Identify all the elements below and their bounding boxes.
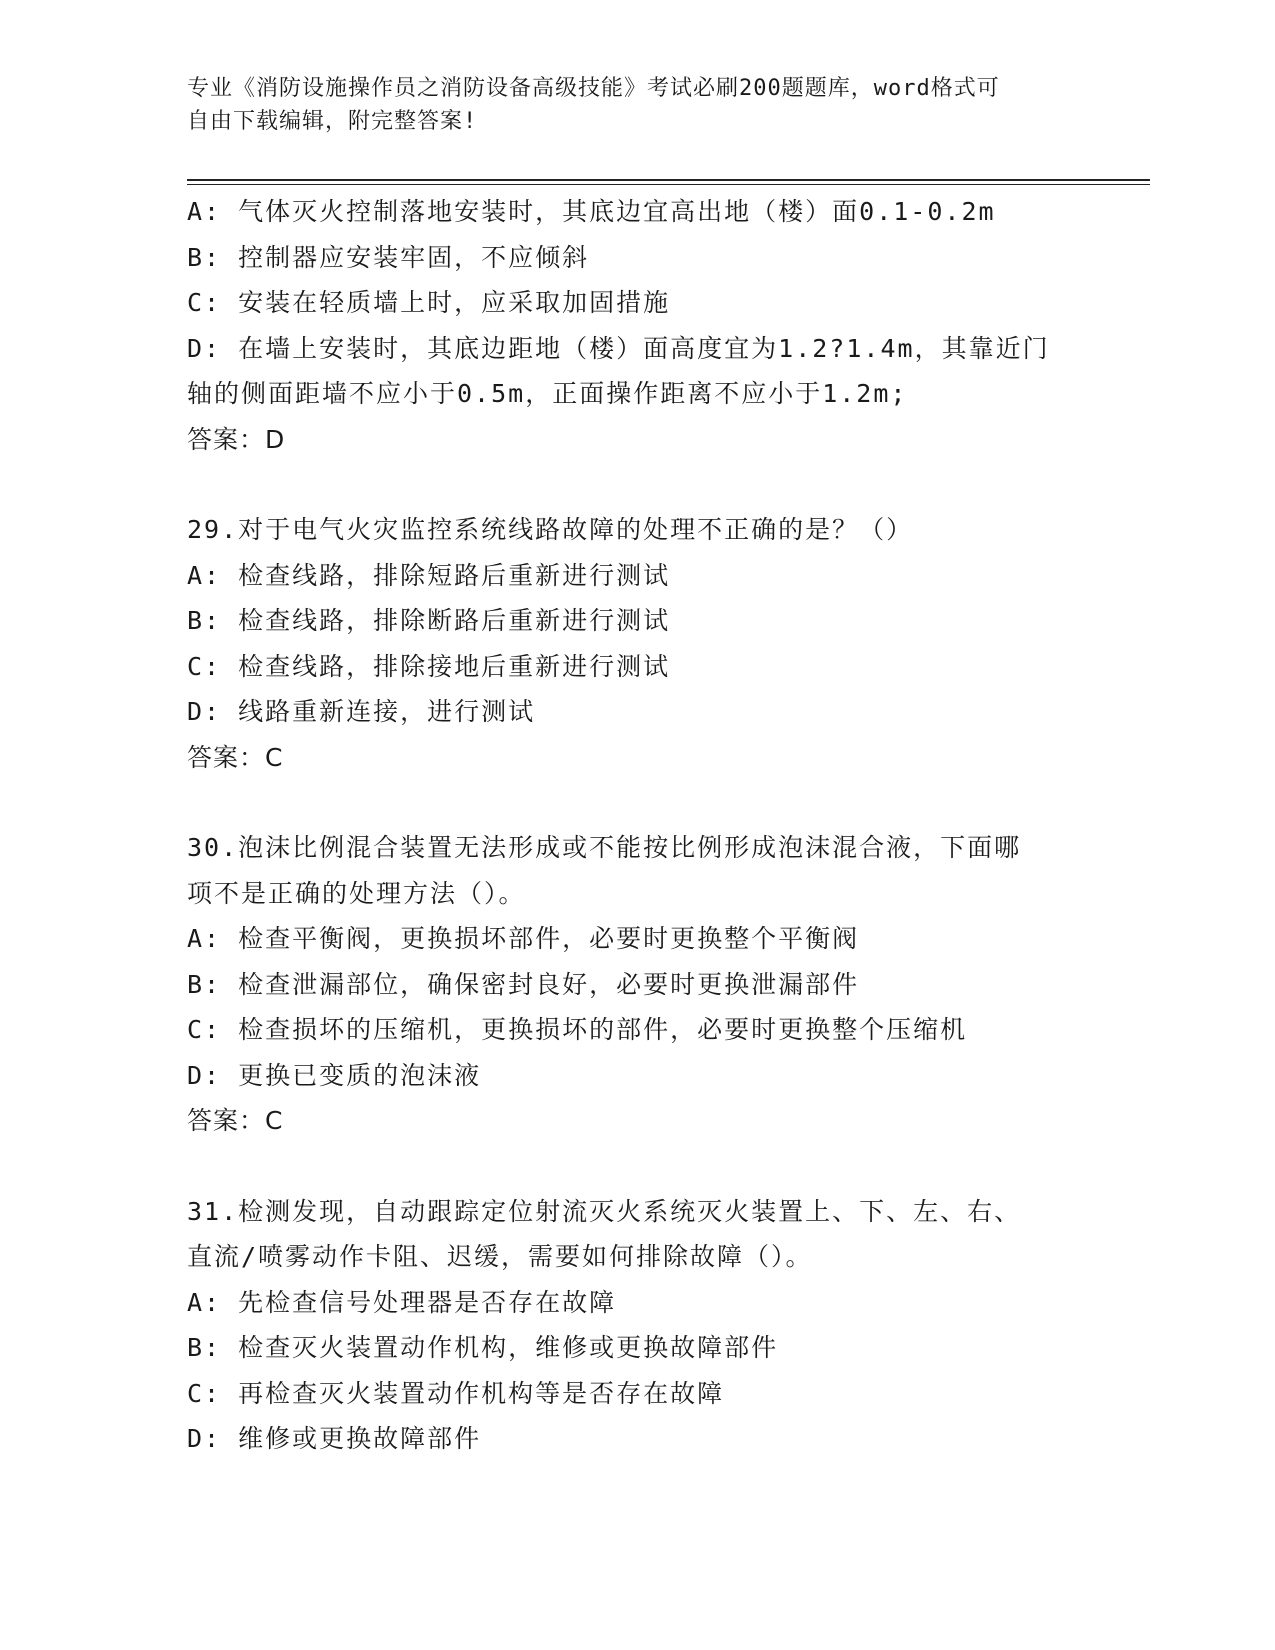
q30-question-line-2: 项不是正确的处理方法（）。 <box>187 878 526 908</box>
q29-option-b: B: 检查线路，排除断路后重新进行测试 <box>187 606 671 635</box>
question-31 <box>187 1189 1087 1462</box>
header-divider-thick <box>187 179 1150 181</box>
header-divider-thin <box>187 184 1150 185</box>
q30-answer: 答案：C <box>187 1106 284 1135</box>
question-29 <box>187 507 1087 780</box>
document-body <box>187 189 1087 1462</box>
q30-option-c: C: 检查损坏的压缩机，更换损坏的部件，必要时更换整个压缩机 <box>187 1015 968 1044</box>
question-28-continued <box>187 189 1087 462</box>
q29-option-d: D: 线路重新连接，进行测试 <box>187 697 536 726</box>
q28-option-a: A: 气体灭火控制落地安装时，其底边宜高出地（楼）面0.1-0.2m <box>187 197 996 226</box>
q31-option-c: C: 再检查灭火装置动作机构等是否存在故障 <box>187 1378 725 1408</box>
q29-option-a: A: 检查线路，排除短路后重新进行测试 <box>187 560 671 590</box>
q31-option-b: B: 检查灭火装置动作机构，维修或更换故障部件 <box>187 1333 779 1362</box>
q31-option-d: D: 维修或更换故障部件 <box>187 1424 482 1453</box>
q30-option-a: A: 检查平衡阀，更换损坏部件，必要时更换整个平衡阀 <box>187 924 860 953</box>
q28-answer: 答案：D <box>187 424 286 454</box>
q29-question: 29.对于电气火灾监控系统线路故障的处理不正确的是？（） <box>187 515 914 544</box>
q31-question-line-2: 直流/喷雾动作卡阻、迟缓，需要如何排除故障（）。 <box>187 1242 813 1271</box>
question-30 <box>187 825 1087 1144</box>
header-line-1: 专业《消防设施操作员之消防设备高级技能》考试必刷200题题库，word格式可 <box>187 76 1000 101</box>
q29-answer: 答案：C <box>187 742 284 772</box>
q28-option-b: B: 控制器应安装牢固，不应倾斜 <box>187 242 590 272</box>
q30-option-d: D: 更换已变质的泡沫液 <box>187 1060 482 1090</box>
q30-option-b: B: 检查泄漏部位，确保密封良好，必要时更换泄漏部件 <box>187 969 860 999</box>
q28-option-d-line-2: 轴的侧面距墙不应小于0.5m，正面操作距离不应小于1.2m; <box>187 379 908 408</box>
q28-option-c: C: 安装在轻质墙上时，应采取加固措施 <box>187 288 671 317</box>
q31-question-line-1: 31.检测发现，自动跟踪定位射流灭火系统灭火装置上、下、左、右、 <box>187 1196 1022 1226</box>
q29-option-c: C: 检查线路，排除接地后重新进行测试 <box>187 651 671 681</box>
page-header <box>187 72 1087 138</box>
header-line-2: 自由下载编辑，附完整答案! <box>187 109 478 134</box>
q31-option-a: A: 先检查信号处理器是否存在故障 <box>187 1287 617 1317</box>
q28-option-d-line-1: D: 在墙上安装时，其底边距地（楼）面高度宜为1.2?1.4m，其靠近门 <box>187 333 1050 363</box>
q30-question-line-1: 30.泡沫比例混合装置无法形成或不能按比例形成泡沫混合液，下面哪 <box>187 833 1022 862</box>
